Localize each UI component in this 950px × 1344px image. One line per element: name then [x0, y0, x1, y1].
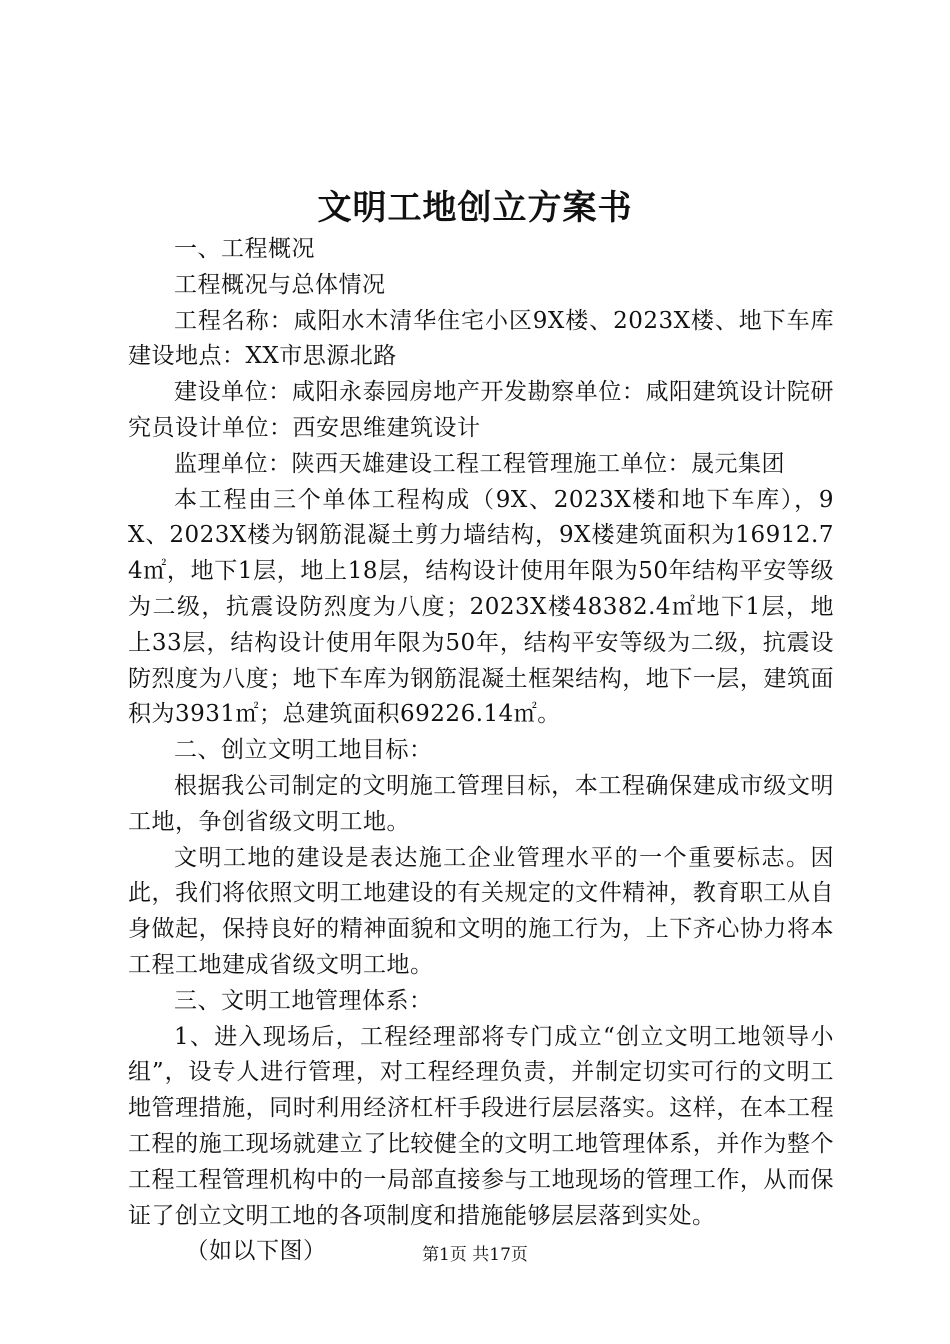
paragraph-construction-unit: 建设单位：咸阳永泰园房地产开发勘察单位：咸阳建筑设计院研究员设计单位：西安思维建筑设计 [128, 379, 834, 441]
section-heading-2: 二、创立文明工地目标： [174, 737, 433, 764]
paragraph-project-name: 工程名称：咸阳水木清华住宅小区9X楼、2023X楼、地下车库建设地点：XX市思源北路 [128, 307, 834, 370]
paragraph-management-system: 1、进入现场后，工程经理部将专门成立“创立文明工地领导小组”，设专人进行管理，对工程经理负责，并制定切实可行的文明工地管理措施，同时利用经济杠杆手段进行层层落实。这样，在本工程工程的施工现场就建立了比较健全的文明工地管理体系，并作为整个工程工程管理机构中的一局部直接参与工地现场的管理工作，从而保证了创立文明工地的各项制度和措施能够层层落到实处。 [128, 1023, 834, 1229]
section-heading-1: 一、工程概况 [174, 236, 315, 262]
subheading-overview: 工程概况与总体情况 [174, 271, 386, 298]
document-body [128, 232, 834, 1270]
document-title: 文明工地创立方案书 [317, 188, 633, 228]
paragraph-significance: 文明工地的建设是表达施工企业管理水平的一个重要标志。因此，我们将依照文明工地建设的有关规定的文件精神，教育职工从自身做起，保持良好的精神面貌和文明的施工行为，上下齐心协力将本工程工地建成省级文明工地。 [128, 844, 834, 978]
paragraph-project-composition: 本工程由三个单体工程构成（9X、2023X楼和地下车库），9X、2023X楼为钢筋混凝土剪力墙结构，9X楼建筑面积为16912.74㎡，地下1层，地上18层，结构设计使用年限为50年结构平安等级为二级，抗震设防烈度为八度；2023X楼48382.4㎡地下1层，地上33层，结构设计使用年限为50年，结构平安等级为二级，抗震设防烈度为八度；地下车库为钢筋混凝土框架结构，地下一层，建筑面积为3931㎡；总建筑面积69226.14㎡。 [128, 486, 834, 728]
page-footer: 第1页 共17页 [422, 1245, 528, 1265]
figure-reference: （如以下图） [185, 1238, 327, 1265]
paragraph-goal: 根据我公司制定的文明施工管理目标，本工程确保建成市级文明工地，争创省级文明工地。 [128, 772, 834, 835]
section-heading-3: 三、文明工地管理体系： [174, 987, 433, 1014]
paragraph-supervision-unit: 监理单位：陕西天雄建设工程工程管理施工单位：晟元集团 [174, 450, 785, 477]
